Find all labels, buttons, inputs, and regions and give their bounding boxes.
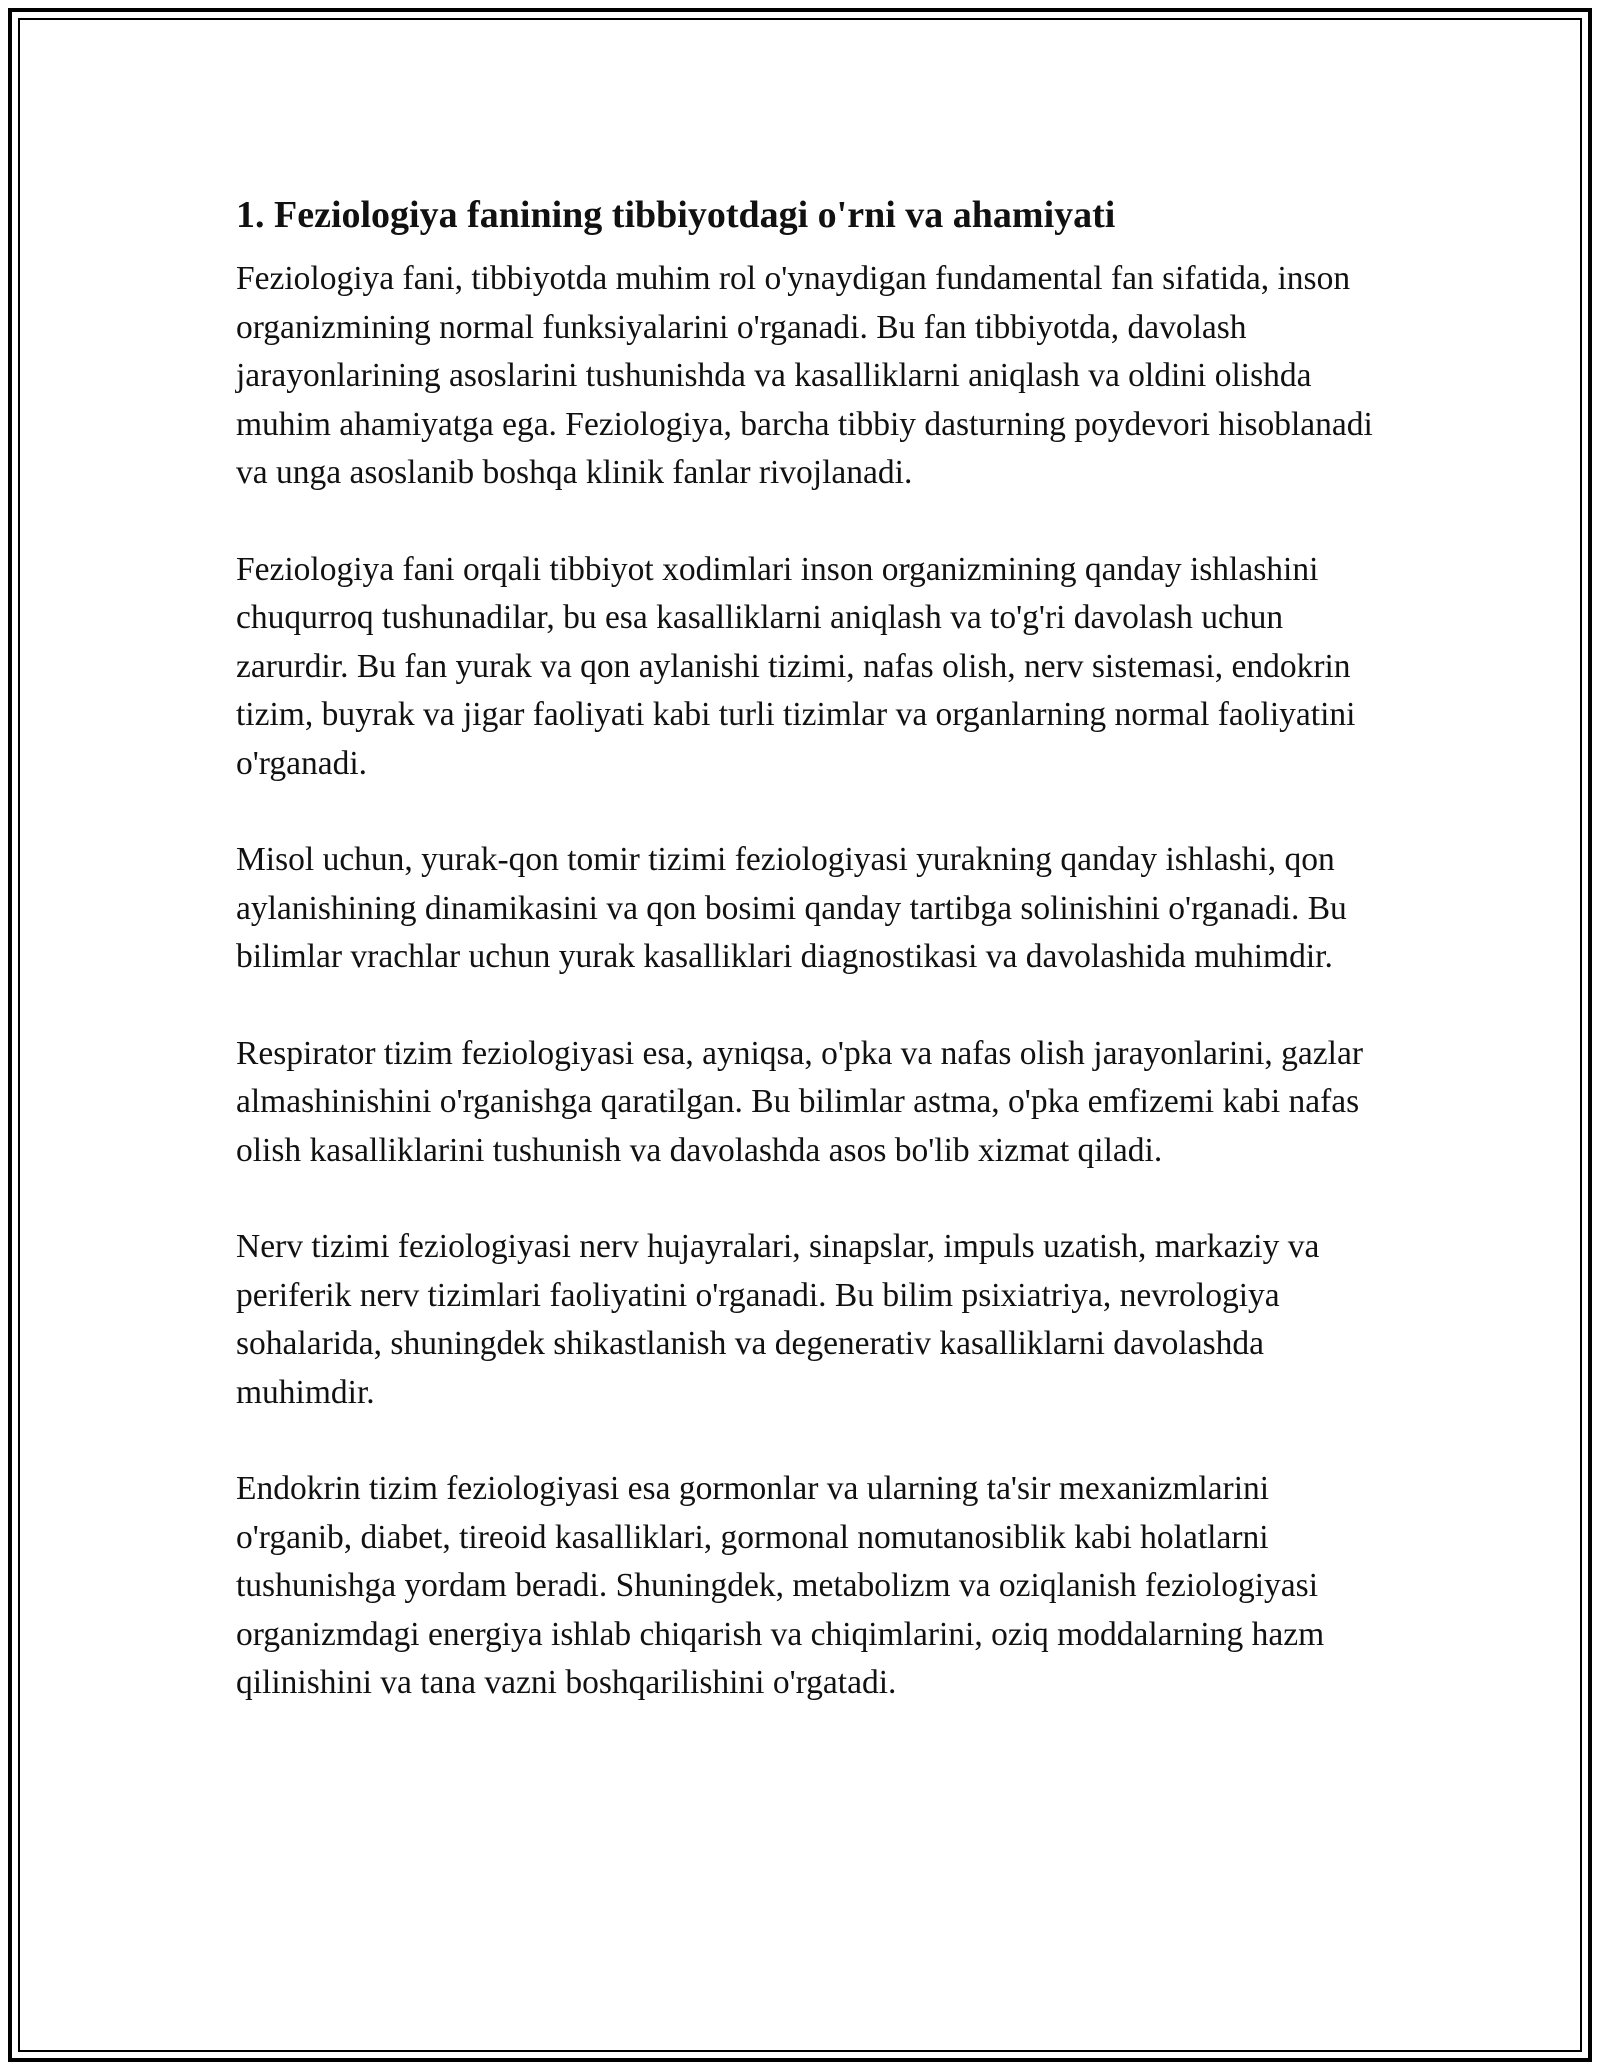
paragraph-5: Nerv tizimi feziologiyasi nerv hujayralari, sinapslar, impuls uzatish, markaziy va periferik nerv tizimlari faoliyatini o'rganadi. Bu bilim psixiatriya, nevrologiya sohalarida, shuningdek shikastlanish va degenerativ kasalliklarni davolashda muhimdir. bbox=[236, 1228, 1320, 1411]
paragraph-6: Endokrin tizim feziologiyasi esa gormonlar va ularning ta'sir mexanizmlarini o'rganib, diabet, tireoid kasalliklari, gormonal nomutanosiblik kabi holatlarni tushunishga yordam beradi. Shuningdek, metabolizm va oziqlanish feziologiyasi organizmdagi energiya ishlab chiqarish va chiqimlarini, oziq moddalarning hazm qilinishini va tana vazni boshqarilishini o'rgatadi. bbox=[236, 1470, 1325, 1701]
paragraph-3: Misol uchun, yurak-qon tomir tizimi feziologiyasi yurakning qanday ishlashi, qon aylanishining dinamikasini va qon bosimi qanday tartibga solinishini o'rganadi. Bu bilimlar vrachlar uchun yurak kasalliklari diagnostikasi va davolashida muhimdir. bbox=[236, 841, 1347, 975]
document-body bbox=[236, 185, 1376, 1756]
paragraph-4: Respirator tizim feziologiyasi esa, ayniqsa, o'pka va nafas olish jarayonlarini, gazlar almashinishini o'rganishga qaratilgan. Bu bilimlar astma, o'pka emfizemi kabi nafas olish kasalliklarini tushunish va davolashda asos bo'lib xizmat qiladi. bbox=[236, 1034, 1363, 1169]
paragraph-2: Feziologiya fani orqali tibbiyot xodimlari inson organizmining qanday ishlashini chuqurroq tushunadilar, bu esa kasalliklarni aniqlash va to'g'ri davolash uchun zarurdir. Bu fan yurak va qon aylanishi tizimi, nafas olish, nerv sistemasi, endokrin tizim, buyrak va jigar faoliyati kabi turli tizimlar va organlarning normal faoliyatini o'rganadi. bbox=[236, 550, 1356, 782]
section-heading: 1. Feziologiya fanining tibbiyotdagi o'rni va ahamiyati bbox=[236, 194, 1116, 236]
paragraph-1: Feziologiya fani, tibbiyotda muhim rol o'ynaydigan fundamental fan sifatida, inson organizmining normal funksiyalarini o'rganadi. Bu fan tibbiyotda, davolash jarayonlarining asoslarini tushunishda va kasalliklarni aniqlash va oldini olishda muhim ahamiyatga ega. Feziologiya, barcha tibbiy dasturning poydevori hisoblanadi va unga asoslanib boshqa klinik fanlar rivojlanadi. bbox=[236, 260, 1373, 491]
